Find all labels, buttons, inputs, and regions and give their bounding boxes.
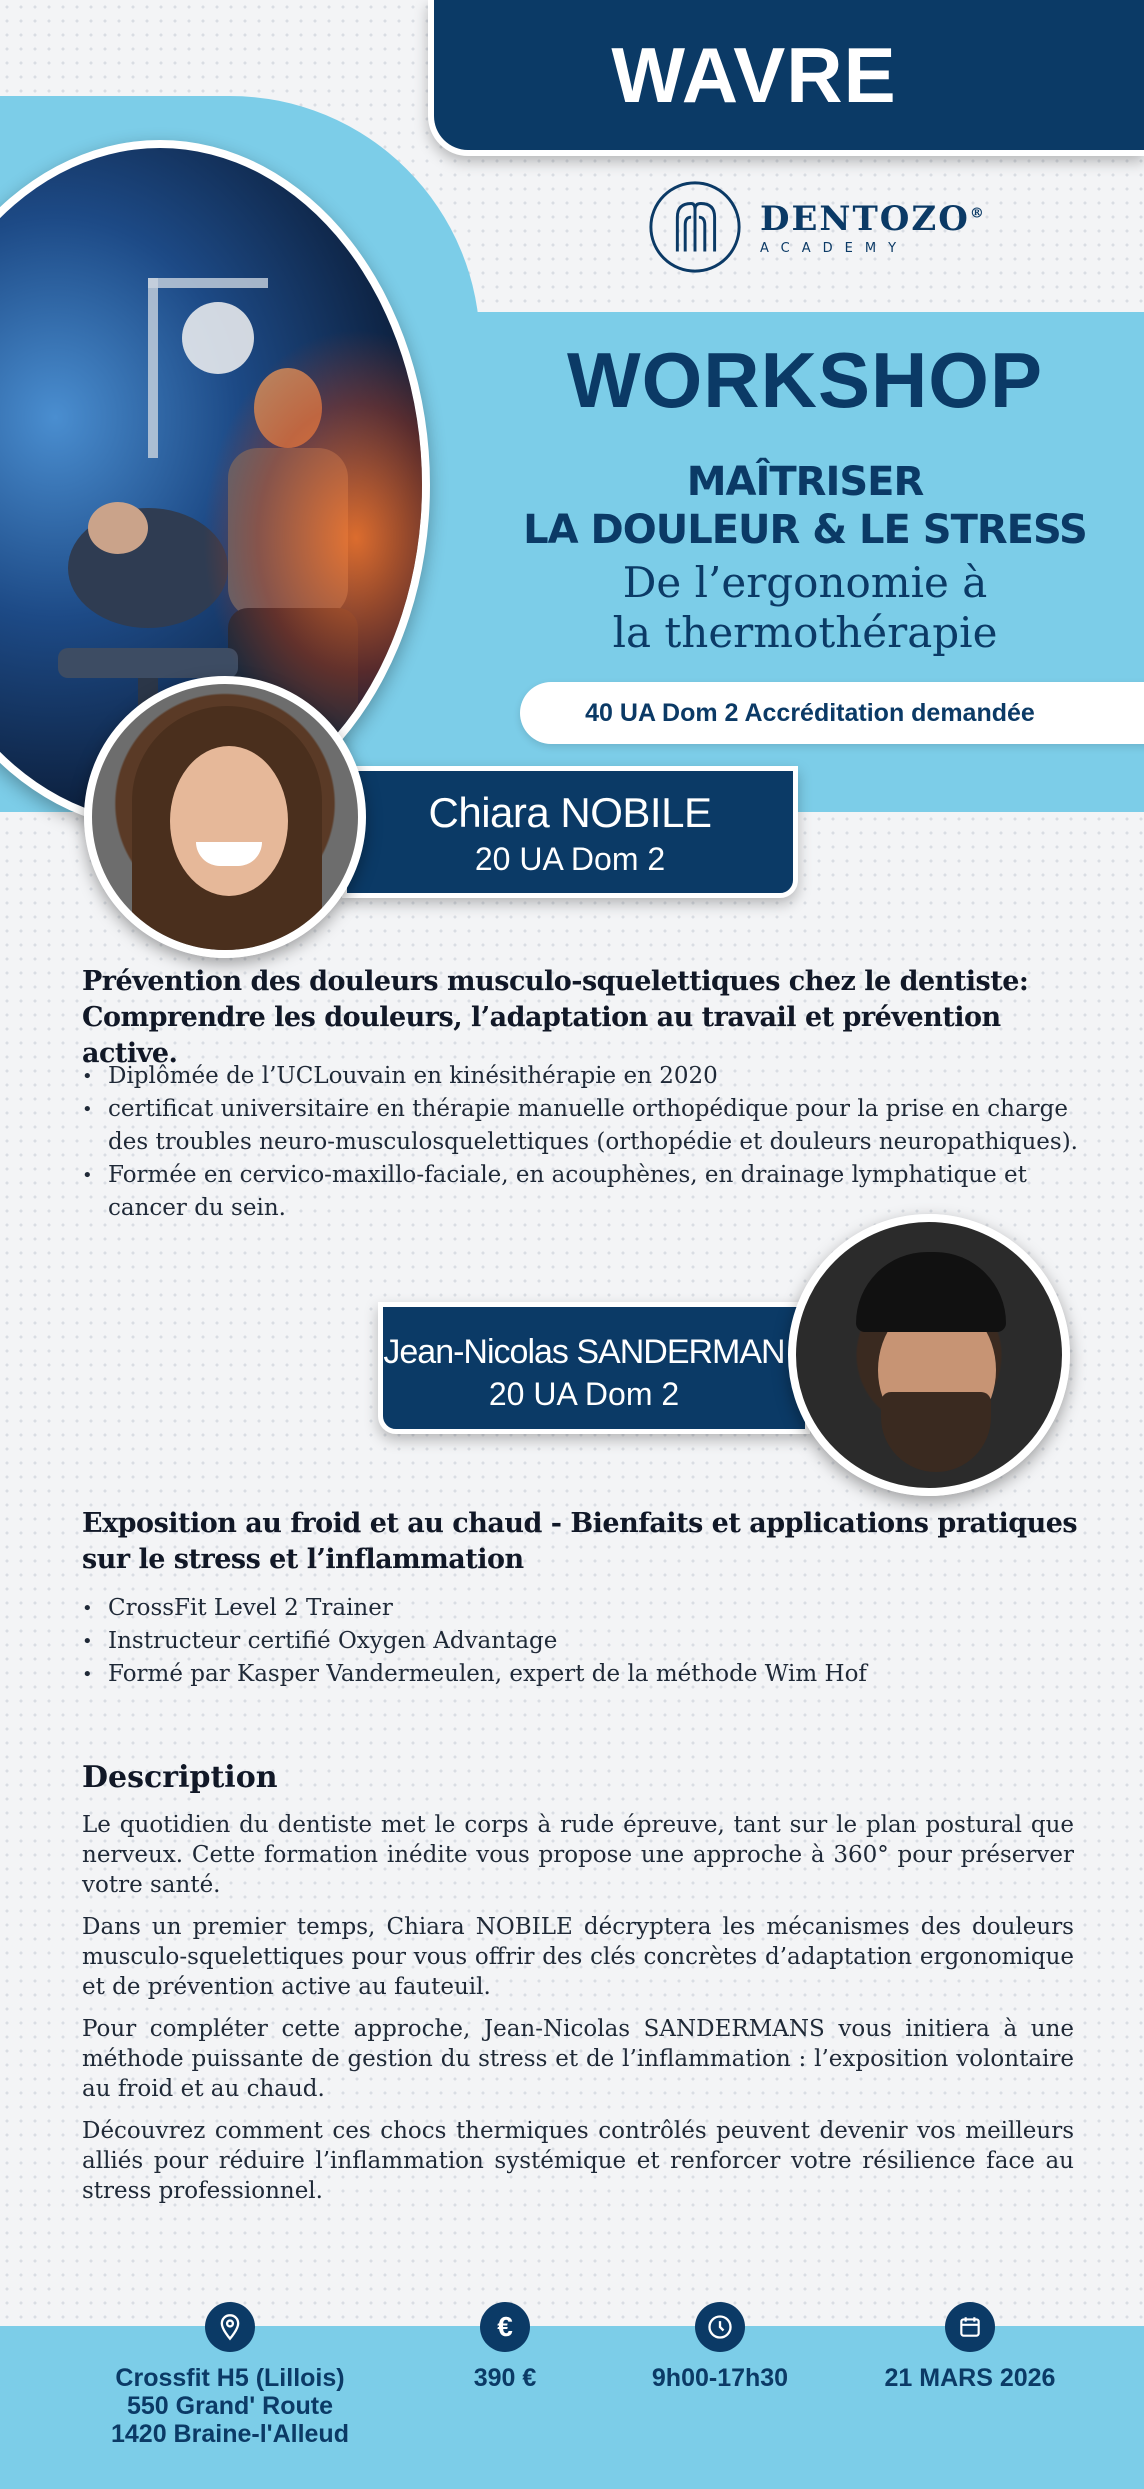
- location-line-3: 1420 Braine-l'Alleud: [111, 2420, 349, 2448]
- list-item: • Formé par Kasper Vandermeulen, expert de la méthode Wim Hof: [82, 1658, 1082, 1691]
- location-line-2: 550 Grand' Route: [127, 2392, 333, 2420]
- city-banner: [428, 0, 1144, 156]
- list-item: • Formée en cervico-maxillo-faciale, en acouphènes, en drainage lymphatique et cancer du sein.: [82, 1159, 1082, 1225]
- speaker1-topic-line-2: Comprendre les douleurs, l’adaptation au travail et prévention active.: [82, 1002, 1001, 1069]
- speaker2-tag: [378, 1302, 810, 1434]
- location-line-1: Crossfit H5 (Lillois): [115, 2364, 345, 2392]
- workshop-title: [520, 458, 1090, 554]
- speaker1-topic-line-1: Prévention des douleurs musculo-squelettiques chez le dentiste:: [82, 966, 1029, 997]
- price-value: 390 €: [473, 2364, 537, 2392]
- accreditation-badge: 40 UA Dom 2 Accréditation demandée: [520, 682, 1144, 744]
- logo-subtitle: ACADEMY: [760, 240, 909, 256]
- map-pin-icon: [205, 2302, 255, 2352]
- euro-icon: €: [480, 2302, 530, 2352]
- title-line-2: LA DOULEUR & LE STRESS: [523, 507, 1087, 553]
- subtitle-line-1: De l’ergonomie à: [622, 558, 988, 607]
- workshop-subtitle: [520, 558, 1090, 658]
- description-body: [82, 1810, 1074, 2218]
- list-item: • CrossFit Level 2 Trainer: [82, 1592, 1082, 1625]
- avatar-face: [170, 746, 288, 896]
- speaker2-topic-line-2: sur le stress et l’inflammation: [82, 1544, 524, 1575]
- speaker1-name: Chiara NOBILE: [428, 789, 712, 836]
- footer-time: [620, 2302, 820, 2392]
- speaker1-tag: [342, 766, 798, 898]
- speaker1-ua: 20 UA Dom 2: [474, 841, 666, 877]
- speaker1-avatar: [84, 676, 366, 958]
- speaker2-ua: 20 UA Dom 2: [488, 1376, 680, 1412]
- description-heading: Description: [82, 1760, 278, 1795]
- description-paragraph: Dans un premier temps, Chiara NOBILE décryptera les mécanismes des douleurs musculo-squelettiques pour vous offrir des clés concrètes d’adaptation ergonomique et de prévention active au fauteuil.: [82, 1914, 1074, 2000]
- time-value: 9h00-17h30: [651, 2364, 789, 2392]
- city-title: WAVRE: [611, 30, 897, 119]
- list-item: • certificat universitaire en thérapie manuelle orthopédique pour la prise en charge des troubles neuro-musculosquelettiques (orthopédie et douleurs neuropathiques).: [82, 1093, 1082, 1159]
- speaker2-topic: [82, 1506, 1082, 1578]
- logo-name: DENTOZO®: [760, 198, 986, 239]
- tooth-logo-icon: [646, 178, 744, 276]
- speaker2-avatar: [788, 1214, 1070, 1496]
- list-item: • Instructeur certifié Oxygen Advantage: [82, 1625, 1082, 1658]
- avatar-beard: [881, 1392, 991, 1472]
- speaker2-name: Jean-Nicolas SANDERMAN: [383, 1333, 785, 1371]
- footer-date: [860, 2302, 1080, 2392]
- dentozo-logo: [646, 178, 986, 276]
- footer-location: [80, 2302, 380, 2448]
- date-value: 21 MARS 2026: [884, 2364, 1056, 2392]
- avatar-cap: [856, 1252, 1006, 1332]
- title-line-1: MAÎTRISER: [686, 459, 924, 505]
- speaker2-bullets: [82, 1592, 1082, 1691]
- subtitle-line-2: la thermothérapie: [612, 608, 998, 657]
- clock-icon: [695, 2302, 745, 2352]
- workshop-label: WORKSHOP: [567, 336, 1043, 424]
- footer-price: [430, 2302, 580, 2392]
- description-paragraph: Le quotidien du dentiste met le corps à rude épreuve, tant sur le plan postural que nerveux. Cette formation inédite vous propose une approche à 360° pour préserver votre santé.: [82, 1812, 1074, 1898]
- speaker1-topic: [82, 964, 1082, 1072]
- description-paragraph: Pour compléter cette approche, Jean-Nicolas SANDERMANS vous initiera à une méthode puissante de gestion du stress et de l’inflammation : l’exposition volontaire au froid et au chaud.: [82, 2016, 1074, 2102]
- speaker1-bullets: [82, 1060, 1082, 1225]
- list-item: • Diplômée de l’UCLouvain en kinésithérapie en 2020: [82, 1060, 1082, 1093]
- description-paragraph: Découvrez comment ces chocs thermiques contrôlés peuvent devenir vos meilleurs alliés pour réduire l’inflammation systémique et renforcer votre résilience face au stress professionnel.: [82, 2118, 1074, 2204]
- calendar-icon: [945, 2302, 995, 2352]
- speaker2-topic-line-1: Exposition au froid et au chaud - Bienfaits et applications pratiques: [82, 1508, 1078, 1539]
